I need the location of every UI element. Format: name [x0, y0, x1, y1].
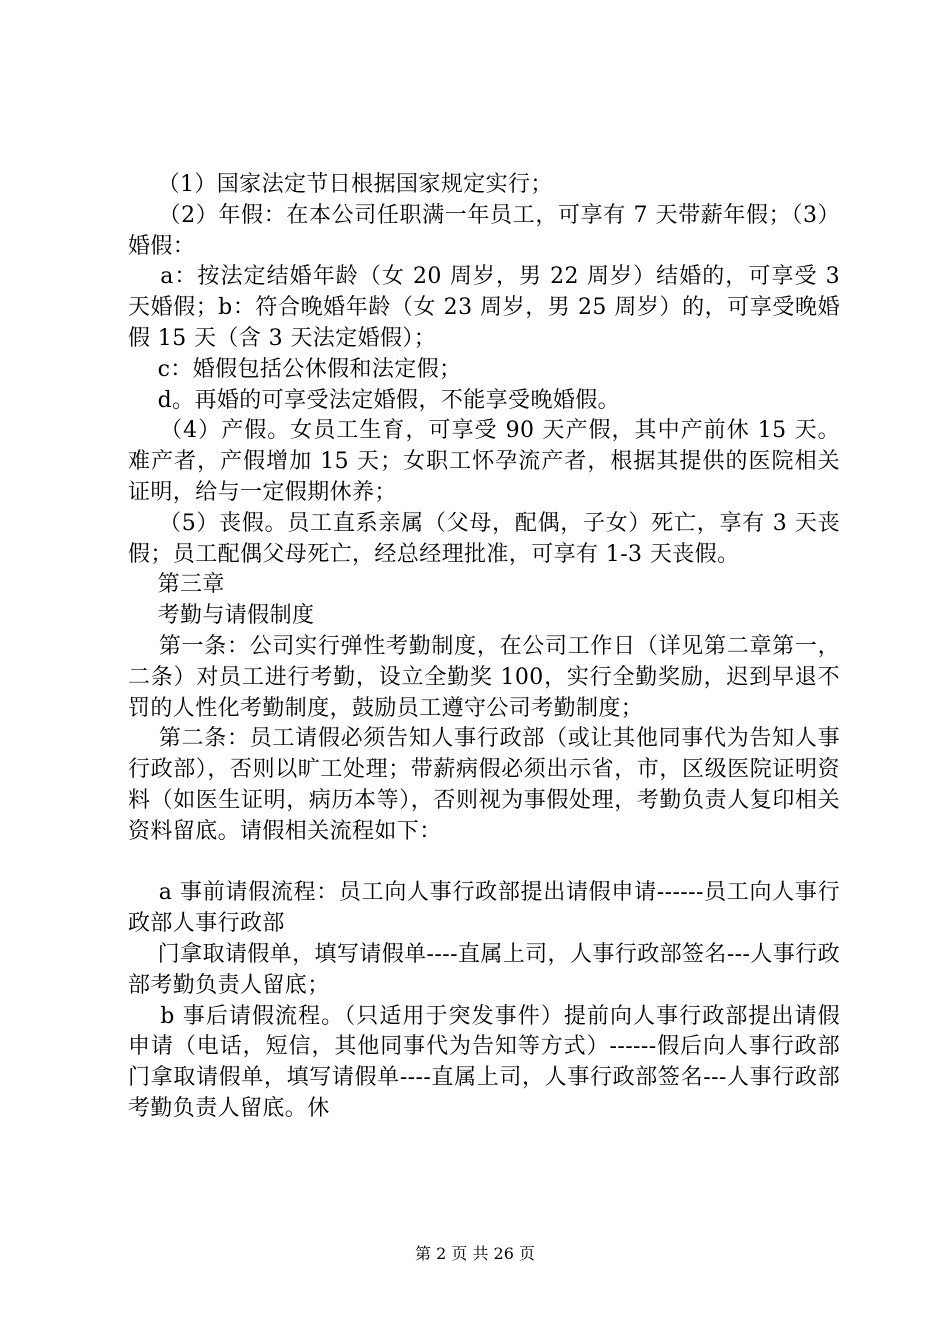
article-one: 第一条：公司实行弹性考勤制度，在公司工作日（详见第二章第一，二条）对员工进行考勤，设立全勤奖 100，实行全勤奖励，迟到早退不罚的人性化考勤制度，鼓励员工遵守公司考勤制度；: [128, 633, 840, 721]
paragraph-holiday: （1）国家法定节日根据国家规定实行；: [128, 172, 553, 197]
procedure-a-continued: 门拿取请假单，填写请假单----直属上司，人事行政部签名---人事行政部考勤负责人留底；: [128, 941, 840, 998]
paragraph-marriage-leave-d: d。再婚的可享受法定婚假，不能享受晚婚假。: [128, 387, 621, 413]
paragraph-marriage-leave-ab: a：按法定结婚年龄（女 20 周岁，男 22 周岁）结婚的，可享受 3 天婚假；b：符合晚婚年龄（女 23 周岁，男 25 周岁）的，可享受晚婚假 15 天（含 3 天法定婚假）；: [128, 264, 848, 351]
chapter-title: 考勤与请假制度: [128, 603, 315, 629]
document-body: [128, 170, 848, 1125]
paragraph-annual-leave: （2）年假：在本公司任职满一年员工，可享有 7 天带薪年假；（3）婚假：: [128, 202, 840, 259]
chapter-heading: 第三章: [128, 572, 225, 598]
article-two: 第二条：员工请假必须告知人事行政部（或让其他同事代为告知人事行政部），否则以旷工处理；带薪病假必须出示省，市，区级医院证明资料（如医生证明，病历本等），否则视为事假处理，考勤负责人复印相关资料留底。请假相关流程如下：: [128, 726, 840, 844]
procedure-b: b 事后请假流程。（只适用于突发事件）提前向人事行政部提出请假申请（电话，短信，其他同事代为告知等方式）------假后向人事行政部门拿取请假单，填写请假单----直属上司，人事行政部签名---人事行政部考勤负责人留底。休: [128, 1003, 840, 1121]
blank-line: [128, 848, 840, 879]
paragraph-marriage-leave-c: c：婚假包括公休假和法定假；: [128, 356, 462, 382]
paragraph-maternity-leave: （4）产假。女员工生育，可享受 90 天产假，其中产前休 15 天。难产者，产假增加 15 天；女职工怀孕流产者，根据其提供的医院相关证明，给与一定假期休养；: [128, 418, 841, 505]
procedure-a: a 事前请假流程：员工向人事行政部提出请假申请------员工向人事行政部人事行政部: [128, 880, 840, 937]
paragraph-bereavement-leave: （5）丧假。员工直系亲属（父母，配偶，子女）死亡，享有 3 天丧假；员工配偶父母死亡，经总经理批准，可享有 1-3 天丧假。: [128, 510, 840, 567]
page-footer: 第 2 页 共 26 页: [415, 1244, 535, 1263]
